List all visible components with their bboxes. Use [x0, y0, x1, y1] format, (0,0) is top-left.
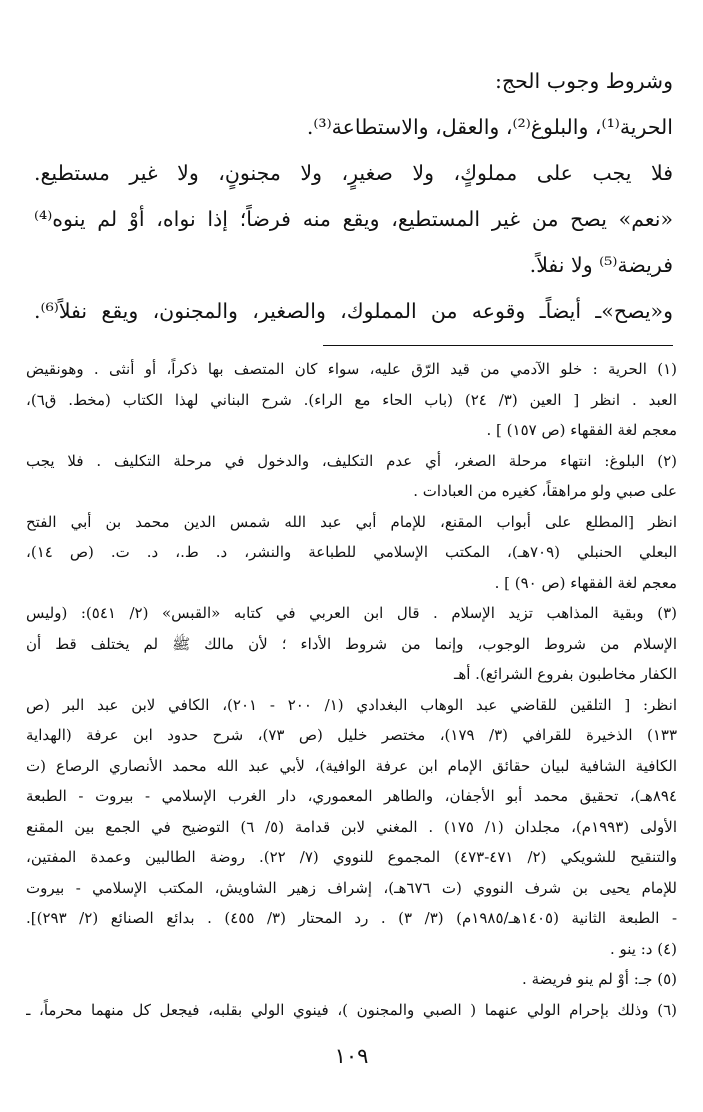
main-line-3: فلا يجب على مملوكٍ، ولا صغيرٍ، ولا مجنونٍ، ولا غير مستطيع.: [34, 161, 673, 185]
page-number: ١٠٩: [334, 1044, 369, 1068]
footnote-line: انظر: [ التلقين للقاضي عبد الوهاب البغدادي (١/ ٢٠٠ - ٢٠١)، الكافي لابن عبد البر (ص: [26, 695, 677, 714]
main-line-1: وشروط وجوب الحج:: [494, 69, 673, 93]
footnote-line: الكفار مخاطبون بفروع الشرائع). أهـ: [453, 665, 677, 683]
main-line-2: الحرية⁽¹⁾، والبلوغ⁽²⁾، والعقل، والاستطاعة⁽³⁾.: [306, 115, 673, 139]
footnote-line: على صبي ولو مراهقاً، كغيره من العبادات .: [413, 482, 677, 500]
footnote-line: البعلي الحنبلي (٧٠٩هـ)، المكتب الإسلامي للطباعة والنشر، د. ط.، د. ت. (ص ١٤)،: [26, 543, 677, 561]
main-line-6: و«يصح»ـ أيضاًـ وقوعه من المملوك، والصغير، والمجنون، ويقع نفلاً⁽⁶⁾.: [34, 299, 673, 323]
footnote-line: الأولى (١٩٩٣م)، مجلدان (١/ ١٧٥) . المغني لابن قدامة (٥/ ٦) التوضيح في الجمع بين المقنع: [26, 817, 677, 836]
footnote-line: الكافية الشافية لبيان حقائق الإمام ابن عرفة الوافية)، لأبي عبد الله محمد الأنصاري الرصاع (ت: [26, 756, 677, 775]
footnote-line: للإمام يحيى بن شرف النووي (ت ٦٧٦هـ)، إشراف زهير الشاويش، المكتب الإسلامي - بيروت: [26, 878, 677, 897]
footnote-line: والتنقيح للشويكي (٢/ ٤٧١-٤٧٣) المجموع للنووي (٧/ ٢٢). روضة الطالبين وعمدة المفتين،: [26, 848, 677, 866]
main-text: [34, 58, 673, 334]
main-line-4: «نعم» يصح من غير المستطيع، ويقع منه فرضاً؛ إذا نواه، أوْ لم ينوه⁽⁴⁾: [34, 207, 673, 231]
footnote-line: (١) الحرية : خلو الآدمي من قيد الرّق عليه، سواء كان المتصف بها ذكراً، أو أنثى . وهونقيض: [26, 360, 677, 378]
footnote-line: (٥) جـ: أوْ لم ينو فريضة .: [522, 970, 677, 988]
main-line-5: فريضة⁽⁵⁾ ولا نفلاً.: [529, 253, 673, 277]
footnote-line: ١٣٣) الذخيرة للقرافي (٣/ ١٧٩)، مختصر خليل (ص ٧٣)، شرح حدود ابن عرفة (الهداية: [26, 726, 677, 744]
footnote-line: العبد . انظر [ العين (٣/ ٢٤) (باب الحاء مع الراء). شرح البناني لهذا الكتاب (مخط. ق٦)،: [26, 390, 677, 409]
footnote-line: (٦) وذلك بإحرام الولي عنهما ( الصبي والمجنون )، فينوي الولي بقلبه، فيجعل كل منهما محرماً، ـ: [26, 1000, 677, 1019]
footnote-line: (٣) وبقية المذاهب تزيد الإسلام . قال ابن العربي في كتابه «القبس» (٢/ ٥٤١): (وليس: [26, 604, 677, 622]
footnotes: [26, 354, 677, 1025]
footnote-line: (٤) د: ينو .: [609, 939, 677, 958]
footnote-separator: [323, 345, 673, 346]
footnote-line: (٢) البلوغ: انتهاء مرحلة الصغر، أي عدم التكليف، والدخول في مرحلة التكليف . فلا يجب: [26, 451, 677, 470]
footnote-line: انظر [المطلع على أبواب المقنع، للإمام أبي عبد الله شمس الدين محمد بن أبي الفتح: [26, 512, 677, 531]
footnote-line: معجم لغة الفقهاء (ص ١٥٧) ] .: [486, 421, 677, 439]
footnote-line: معجم لغة الفقهاء (ص ٩٠) ] .: [494, 573, 677, 592]
footnote-line: ٨٩٤هـ)، تحقيق محمد أبو الأجفان، والطاهر المعموري، دار الغرب الإسلامي - بيروت - الطبعة: [26, 787, 677, 805]
footnote-line: - الطبعة الثانية (١٤٠٥هـ/١٩٨٥م) (٣/ ٣) . رد المحتار (٣/ ٤٥٥) . بدائع الصنائع (٢/ ٢٩٣)].: [26, 909, 677, 927]
footnote-line: الإسلام من شروط الوجوب، وإنما من شروط الأداء ؛ لأن مالك ﷺ لم يختلف قط أن: [26, 634, 677, 653]
